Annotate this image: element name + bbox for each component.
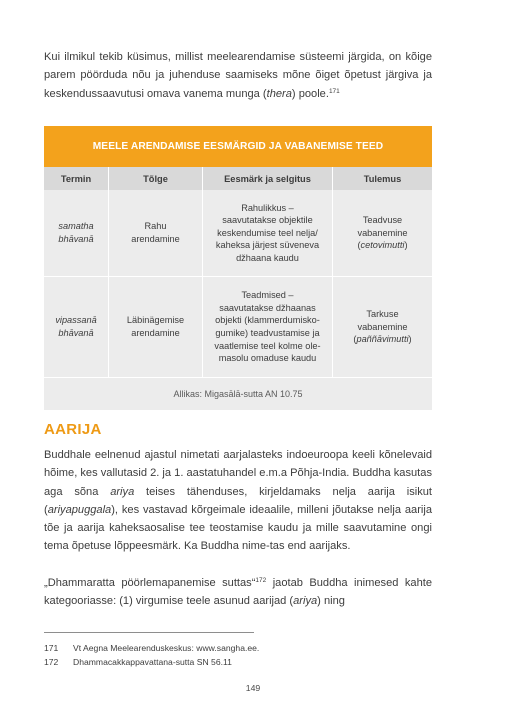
translation-line: Rahu xyxy=(144,221,167,232)
goal-line: keskendumise teel nelja/ xyxy=(217,227,318,238)
term-line: samatha xyxy=(58,221,94,232)
footnote-number: 171 xyxy=(44,643,59,653)
intro-italic-term: thera xyxy=(266,87,292,100)
table-row-2-term xyxy=(44,277,108,377)
table-row-1-translation xyxy=(109,190,202,276)
goal-line: Teadmised – xyxy=(241,290,294,301)
footnote-text: Vt Aegna Meelearenduskeskus: www.sangha.ee. xyxy=(73,643,260,653)
p1-text: Buddhale eelnenud ajastul nimetati aarjalasteks indoeuroopa keeli kõnelevaid hõime, kes vallutasid 2. ja 1. aastatuhandel e.m.a Põhja-India. Buddha kasutas aga sõna xyxy=(44,449,432,498)
body-paragraph-2 xyxy=(44,574,432,611)
table-row-2-result xyxy=(333,277,432,377)
table-row-1-term xyxy=(44,190,108,276)
footnote-rule xyxy=(44,632,254,633)
result-line: (cetovimutti) xyxy=(357,240,408,251)
p1-text: teises tähenduses, kirjeldamaks nelja aarija isikut ( xyxy=(44,485,432,516)
col-header-goal: Eesmärk ja selgitus xyxy=(203,167,332,190)
result-line: vabanemine xyxy=(357,321,408,332)
intro-paragraph xyxy=(44,48,432,103)
goal-line: vaatlemise teel kolme ole- xyxy=(214,340,321,351)
table-row-1-goal xyxy=(203,190,332,276)
result-line: Tarkuse xyxy=(366,309,399,320)
col-header-term: Termin xyxy=(44,167,108,190)
col-header-result: Tulemus xyxy=(333,167,432,190)
p1-italic-term: ariya xyxy=(110,485,135,498)
result-pali-term: paññāvimutti xyxy=(356,334,409,345)
intro-text: Kui ilmikul tekib küsimus, millist meelearendamise süsteemi järgida, on kõige parem pöörduda nõu ja juhenduse saamiseks mõne õiget õpetust järgiva ja keskendussaavutusi omava vanema munga ( xyxy=(44,51,432,100)
goal-line: saavutatakse džhaanas xyxy=(219,302,316,313)
table-divider xyxy=(332,167,333,377)
result-line: (paññāvimutti) xyxy=(353,334,412,345)
goal-line: Rahulikkus – xyxy=(241,202,294,213)
table-row-1-result xyxy=(333,190,432,276)
result-line: vabanemine xyxy=(357,227,408,238)
goal-line: saavutatakse objektile xyxy=(222,215,313,226)
goal-line: objekti (klammerdumisko- xyxy=(215,315,320,326)
translation-line: arendamine xyxy=(131,328,180,338)
translation-line: arendamine xyxy=(131,234,180,244)
page-number: 149 xyxy=(245,683,261,693)
footnote-171 xyxy=(44,643,259,653)
p2-text: jaotab Buddha inimesed kahte kategooriasse: (1) virgumise teele asunud aarijad ( xyxy=(44,577,432,608)
table-row-2-translation xyxy=(109,277,202,377)
table-row-2-goal xyxy=(203,277,332,377)
footnote-ref-172: 172 xyxy=(255,577,267,584)
result-line: Teadvuse xyxy=(362,215,403,226)
term-line: bhāvanā xyxy=(58,328,94,338)
table-source: Allikas: Migasālā-sutta AN 10.75 xyxy=(173,389,303,399)
p2-text: ) ning xyxy=(317,595,345,608)
footnote-number: 172 xyxy=(44,657,59,667)
p2-italic-term: ariya xyxy=(293,595,318,608)
result-pali-term: cetovimutti xyxy=(360,240,405,251)
intro-text-end: ) poole. xyxy=(291,87,329,100)
p2-text: „Dhammaratta pöörlemapanemise suttas“ xyxy=(44,577,256,589)
p1-text: ), kes vastavad kõrgeimale ideaalile, milleni jõutakse nelja aarija tõe ja aarija kaheksaosalise tee teostamise kaudu ja mille saavutamine ongi tema õpetuse lõppeesmärk. Ka Buddha nime-tas end aarijaks. xyxy=(44,503,432,553)
footnote-ref-171: 171 xyxy=(328,87,340,95)
footnote-text: Dhammacakkappavattana-sutta SN 56.11 xyxy=(73,657,232,667)
table-divider xyxy=(202,167,203,377)
p1-italic-term: ariyapuggala xyxy=(47,503,112,516)
body-paragraph-1 xyxy=(44,446,432,556)
term-line: bhāvanā xyxy=(58,234,94,244)
term-line: vipassanā xyxy=(55,315,97,326)
goal-line: kaheksa järjest süveneva xyxy=(215,240,320,251)
table-divider xyxy=(44,276,432,277)
footnote-172 xyxy=(44,657,232,667)
translation-line: Läbinägemise xyxy=(126,315,185,326)
goal-line: džhaana kaudu xyxy=(236,252,299,263)
section-heading: AARIJA xyxy=(44,421,102,438)
goal-line: gumike) teadvustamise ja xyxy=(215,328,320,338)
table-divider xyxy=(108,167,109,377)
goals-table xyxy=(44,126,432,410)
col-header-translation: Tõlge xyxy=(109,167,202,190)
goal-line: masolu omaduse kaudu xyxy=(218,353,317,364)
table-title: MEELE ARENDAMISE EESMÄRGID JA VABANEMISE TEED xyxy=(44,126,432,167)
